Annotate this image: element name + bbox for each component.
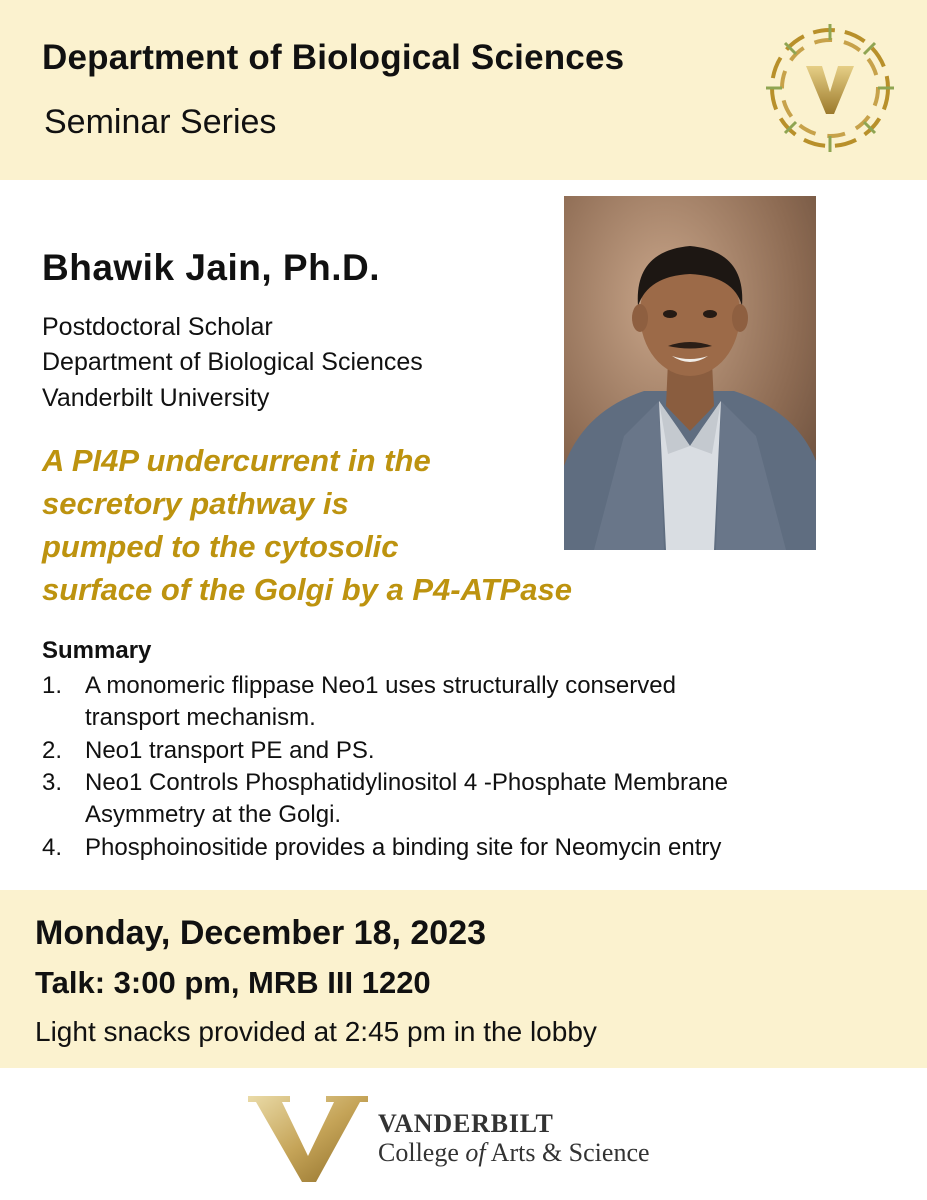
footer-university-name: VANDERBILT [378, 1109, 554, 1138]
summary-item-number: 3. [42, 769, 63, 796]
summary-item-text: A monomeric flippase Neo1 uses structurally conserved [85, 672, 676, 699]
summary-heading: Summary [42, 637, 152, 664]
vanderbilt-v-logo [248, 1094, 368, 1184]
event-snacks-note: Light snacks provided at 2:45 pm in the lobby [35, 1016, 597, 1047]
talk-title-line-2: secretory pathway is [42, 486, 349, 521]
summary-item-number: 1. [42, 672, 63, 699]
summary-item-text: transport mechanism. [85, 704, 316, 731]
speaker-department: Department of Biological Sciences [42, 348, 423, 376]
event-talk-time-location: Talk: 3:00 pm, MRB III 1220 [35, 965, 431, 1000]
talk-title-line-3: pumped to the cytosolic [42, 529, 399, 564]
summary-item-text: Neo1 transport PE and PS. [85, 737, 375, 764]
summary-item-text: Phosphoinositide provides a binding site for Neomycin entry [85, 834, 722, 861]
series-title: Seminar Series [44, 103, 277, 141]
summary-item-text: Asymmetry at the Golgi. [85, 801, 342, 828]
department-title: Department of Biological Sciences [42, 38, 625, 77]
event-date: Monday, December 18, 2023 [35, 914, 487, 952]
summary-item-number: 2. [42, 737, 63, 764]
talk-title-line-1: A PI4P undercurrent in the [42, 443, 431, 478]
talk-title-line-4: surface of the Golgi by a P4-ATPase [42, 572, 573, 607]
dna-ring-logo [756, 14, 904, 162]
speaker-photo [564, 196, 816, 550]
speaker-institution: Vanderbilt University [42, 384, 270, 412]
speaker-position: Postdoctoral Scholar [42, 313, 273, 341]
summary-item-number: 4. [42, 834, 63, 861]
footer-college-name: College of Arts & Science [378, 1138, 650, 1167]
summary-item-text: Neo1 Controls Phosphatidylinositol 4 -Phosphate Membrane [85, 769, 729, 796]
speaker-name: Bhawik Jain, Ph.D. [42, 247, 380, 288]
